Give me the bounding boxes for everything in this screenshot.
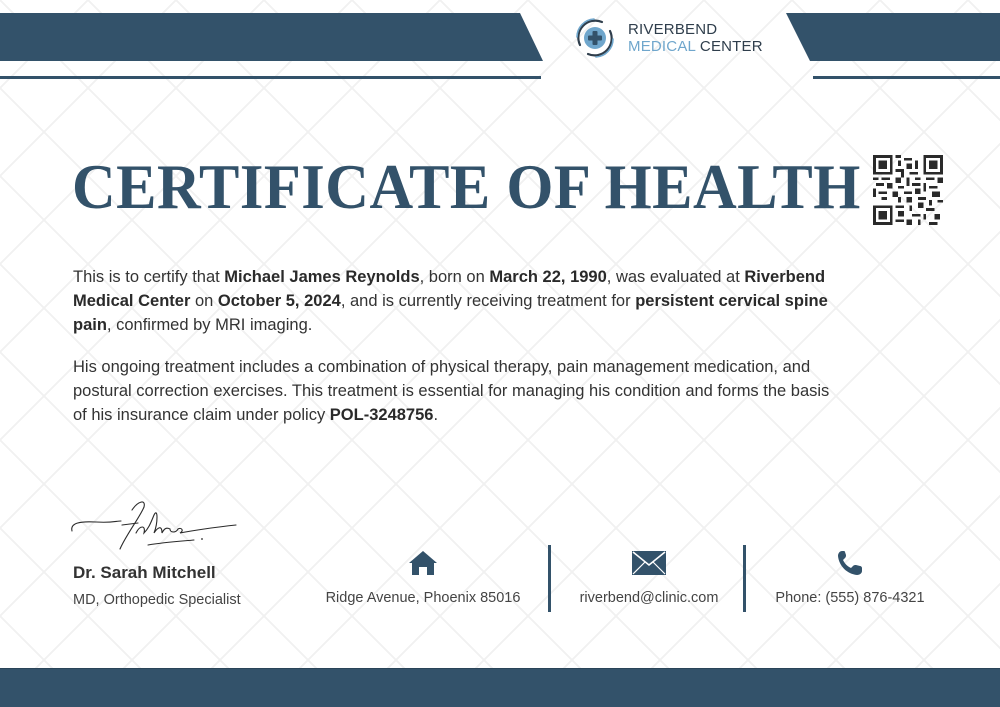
evaluation-date: October 5, 2024 — [217, 292, 341, 310]
text-segment: . — [433, 406, 439, 424]
text-segment: His ongoing treatment includes a combination of physical therapy, pain management medication, and postural correction exercises. This treatment is essential for managing his condition and forms the basis of his insurance claim under policy — [73, 358, 830, 424]
clinic-name — [628, 21, 763, 55]
text-segment: , born on — [419, 268, 490, 286]
contact-phone — [764, 548, 936, 606]
home-icon — [318, 548, 528, 578]
text-segment: This is to certify that — [73, 268, 225, 286]
address-text: Ridge Avenue, Phoenix 85016 — [325, 590, 521, 606]
doctor-name: Dr. Sarah Mitchell — [73, 563, 216, 582]
medical-cross-icon — [572, 15, 618, 61]
footer-band — [0, 668, 1000, 707]
birth-date: March 22, 1990 — [489, 268, 607, 286]
email-link[interactable]: riverbend@clinic.com — [579, 590, 719, 606]
policy-number: POL-3248756 — [329, 406, 434, 424]
treatment-paragraph — [73, 355, 833, 427]
clinic-name-dark: CENTER — [699, 38, 763, 55]
phone-text: Phone: (555) 876-4321 — [775, 590, 925, 606]
text-segment: , was evaluated at — [606, 268, 745, 286]
clinic-name-line2 — [628, 38, 763, 55]
facility-name: Riverbend Medical Center — [73, 268, 826, 310]
condition: persistent cervical spine pain — [73, 292, 828, 334]
signature-image — [66, 495, 241, 555]
certification-paragraph — [73, 265, 833, 337]
header-rule-right — [813, 76, 1000, 79]
text-segment: , confirmed by MRI imaging. — [106, 316, 313, 334]
header-band-left — [0, 13, 543, 61]
clinic-name-line1: RIVERBEND — [628, 21, 718, 38]
header-rule-left — [0, 76, 541, 79]
certificate-title: CERTIFICATE OF HEALTH — [72, 152, 861, 222]
contact-divider — [743, 545, 746, 612]
doctor-title: MD, Orthopedic Specialist — [73, 592, 241, 608]
text-segment: on — [190, 292, 218, 310]
clinic-logo — [572, 15, 763, 61]
clinic-name-accent: MEDICAL — [628, 38, 696, 55]
text-segment: , and is currently receiving treatment for — [340, 292, 636, 310]
patient-name: Michael James Reynolds — [224, 268, 420, 286]
header-band-right — [786, 13, 1000, 61]
envelope-icon — [560, 548, 738, 578]
phone-icon — [764, 548, 936, 578]
contact-email — [560, 548, 738, 606]
contact-divider — [548, 545, 551, 612]
contact-address — [318, 548, 528, 606]
qr-code-icon[interactable] — [873, 155, 943, 225]
